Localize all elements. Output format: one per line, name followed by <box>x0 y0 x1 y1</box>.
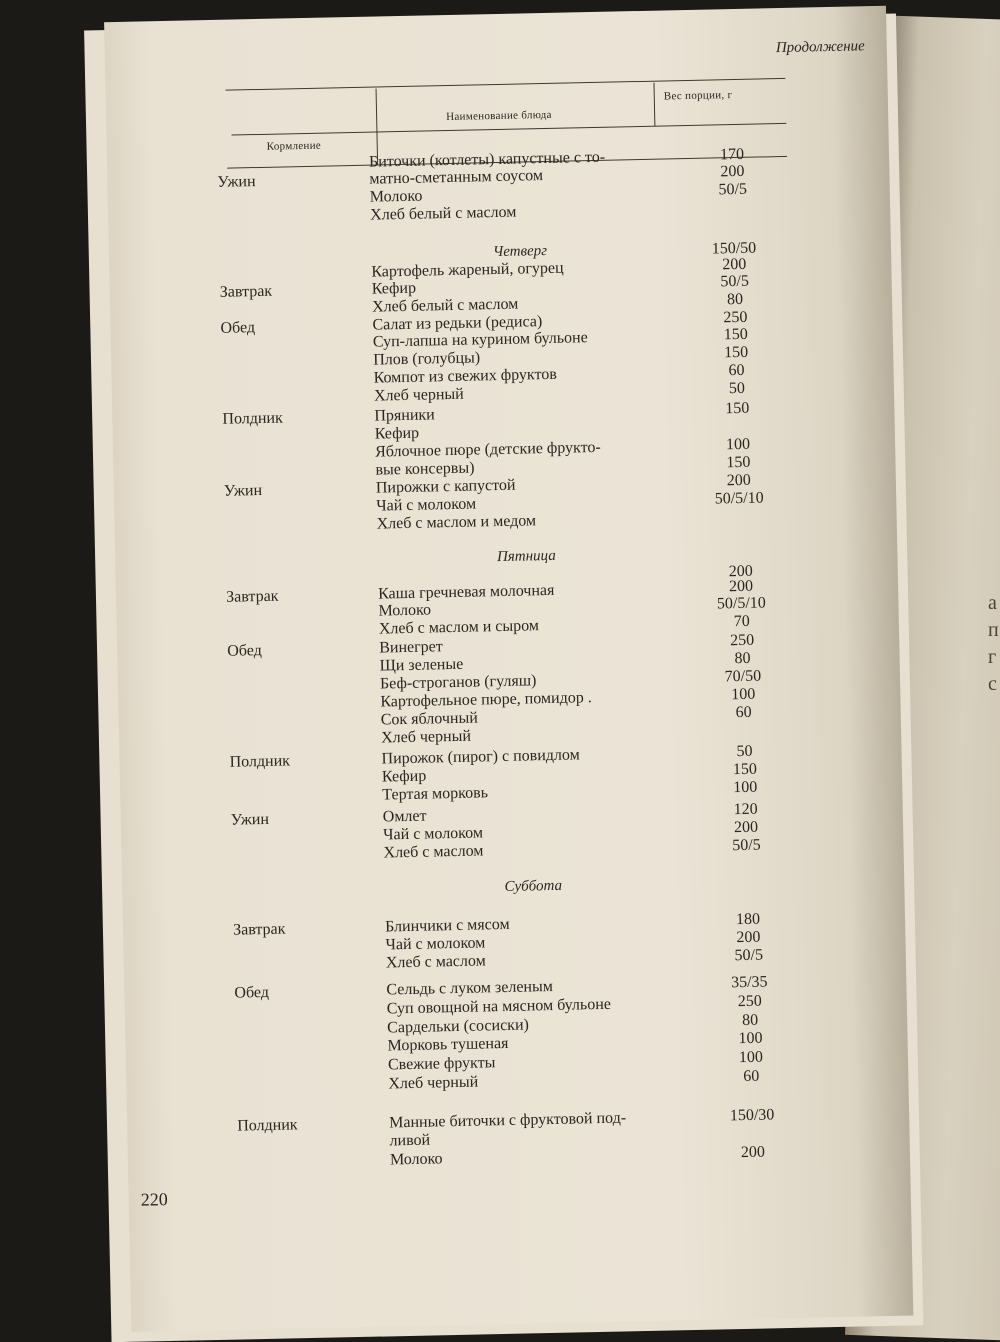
weight-cell: 50/5/10 <box>714 489 764 508</box>
dish-cell: Картофельное пюре, помидор . <box>380 689 592 711</box>
dish-cell: Биточки (котлеты) капустные с то- <box>368 148 606 171</box>
dish-cell: Чай с молоком <box>376 495 477 515</box>
page-number: 220 <box>140 1189 168 1210</box>
header-dish: Наименование блюда <box>446 108 552 124</box>
dish-cell: Хлеб черный <box>388 1073 479 1093</box>
dish-cell: Беф-строганов (гуляш) <box>379 672 537 693</box>
facing-letter: п <box>988 619 999 641</box>
meal-cell: Завтрак <box>219 282 273 301</box>
weight-cell: 150 <box>725 399 750 418</box>
dish-cell: Яблочное пюре (детские фрукто- <box>374 438 601 461</box>
weight-cell: 200 <box>728 577 754 596</box>
weight-cell: 150 <box>723 325 748 344</box>
weight-cell: 250 <box>729 631 755 650</box>
dish-cell: Морковь тушеная <box>387 1034 509 1055</box>
weight-cell: 50 <box>736 742 753 761</box>
weight-cell: 250 <box>723 308 748 327</box>
dish-cell: Винегрет <box>379 638 443 657</box>
dish-cell: Хлеб с маслом и медом <box>376 512 537 533</box>
day-heading-friday: Пятница <box>496 547 556 566</box>
dish-cell: Хлеб с маслом <box>385 952 486 972</box>
dish-cell: Хлеб черный <box>373 385 464 405</box>
dish-cell: Салат из редьки (редиса) <box>372 313 543 334</box>
dish-cell: вые консервы) <box>375 459 475 479</box>
weight-cell: 200 <box>728 562 753 581</box>
facing-page-text <box>988 590 1000 698</box>
weight-cell: 50/5 <box>732 836 761 855</box>
weight-cell: 150 <box>723 343 749 362</box>
dish-cell: Манные биточки с фруктовой под- <box>389 1109 627 1132</box>
dish-cell: Молоко <box>369 187 423 206</box>
dish-cell: Чай с молоком <box>382 824 484 844</box>
weight-cell: 200 <box>722 255 747 274</box>
weight-cell: 100 <box>738 1029 763 1048</box>
dish-cell: Блинчики с мясом <box>384 915 510 936</box>
dish-cell: Омлет <box>382 807 427 826</box>
weight-cell: 50/5 <box>720 272 750 291</box>
weight-cell: 200 <box>733 818 759 837</box>
dish-cell: Пряники <box>374 406 435 425</box>
header-weight: Вес порции, г <box>663 89 733 103</box>
dish-cell: Молоко <box>389 1150 443 1169</box>
weight-cell: 150 <box>732 760 758 779</box>
header-mid-rule <box>231 123 786 136</box>
dish-cell: Каша гречневая молочная <box>377 581 555 603</box>
meal-cell: Завтрак <box>225 587 279 606</box>
weight-cell: 200 <box>720 162 745 181</box>
dish-cell: Хлеб черный <box>380 727 472 747</box>
dish-cell: Хлеб с маслом и сыром <box>378 617 540 638</box>
dish-cell: Компот из свежих фруктов <box>373 365 558 387</box>
weight-cell: 70 <box>733 612 750 631</box>
day-heading-saturday: Суббота <box>504 877 563 895</box>
weight-cell: 80 <box>741 1011 759 1030</box>
dish-cell: Хлеб белый с маслом <box>370 203 517 224</box>
meal-cell: Ужин <box>230 810 270 829</box>
weight-cell: 60 <box>728 361 745 380</box>
day-heading-thursday: Четверг <box>492 242 548 261</box>
weight-cell: 200 <box>726 471 751 490</box>
weight-cell: 50/5/10 <box>716 594 767 613</box>
weight-cell: 180 <box>735 910 761 929</box>
meal-cell: Завтрак <box>232 920 286 939</box>
dish-cell: Свежие фрукты <box>387 1054 496 1074</box>
dish-cell: Плов (голубцы) <box>373 349 481 369</box>
weight-cell: 50/5 <box>734 946 764 965</box>
weight-cell: 70/50 <box>724 667 762 686</box>
meal-cell: Обед <box>220 319 256 337</box>
dish-cell: Хлеб с маслом <box>383 842 484 862</box>
book-page <box>104 6 913 1332</box>
weight-cell: 100 <box>731 685 756 704</box>
weight-cell: 150/50 <box>711 239 757 258</box>
weight-cell: 200 <box>740 1143 766 1162</box>
meal-cell: Полдник <box>237 1116 298 1135</box>
weight-cell: 150/30 <box>729 1106 775 1125</box>
dish-cell: Щи зеленые <box>379 655 464 675</box>
dish-cell: Хлеб белый с маслом <box>371 295 519 316</box>
dish-cell: Чай с молоком <box>385 934 486 954</box>
facing-letter: а <box>988 592 997 614</box>
meal-cell: Обед <box>227 642 262 660</box>
weight-cell: 100 <box>725 435 751 454</box>
dish-cell: Пирожки с капустой <box>375 476 516 497</box>
weight-cell: 100 <box>733 778 758 797</box>
dish-cell: Кефир <box>371 279 417 298</box>
dish-cell: Молоко <box>378 601 432 620</box>
meal-cell: Полдник <box>229 752 291 771</box>
weight-cell: 250 <box>737 992 762 1011</box>
facing-letter: г <box>988 646 997 668</box>
dish-cell: Пирожок (пирог) с повидлом <box>381 746 580 768</box>
weight-cell: 80 <box>734 649 751 668</box>
continuation-label: Продолжение <box>775 38 865 57</box>
dish-cell: Тертая морковь <box>382 784 489 804</box>
weight-cell: 50/5 <box>718 180 748 199</box>
weight-cell: 80 <box>726 290 744 309</box>
weight-cell: 60 <box>743 1067 760 1086</box>
weight-cell: 150 <box>726 453 751 472</box>
dish-cell: Сардельки (сосиски) <box>387 1016 530 1037</box>
meal-cell: Полдник <box>222 409 283 428</box>
weight-cell: 170 <box>719 145 745 164</box>
header-feeding: Кормление <box>266 139 322 153</box>
dish-cell: Сок яблочный <box>380 709 478 729</box>
dish-cell: Суп-лапша на курином бульоне <box>372 329 588 351</box>
weight-cell: 60 <box>735 703 752 722</box>
meal-cell: Ужин <box>223 481 263 500</box>
weight-cell: 50 <box>728 379 746 398</box>
dish-cell: Кефир <box>374 424 420 443</box>
dish-cell: Кефир <box>381 767 427 786</box>
meal-cell: Обед <box>234 983 270 1002</box>
dish-cell: ливой <box>389 1131 431 1150</box>
facing-letter: с <box>988 673 997 695</box>
dish-cell: Сельдь с луком зеленым <box>386 978 554 999</box>
meal-cell: Ужин <box>217 173 256 191</box>
weight-cell: 100 <box>738 1048 764 1067</box>
dish-cell: Картофель жареный, огурец <box>371 259 564 281</box>
header-divider-2 <box>653 83 655 127</box>
weight-cell: 200 <box>736 928 761 947</box>
weight-cell: 120 <box>733 800 758 819</box>
weight-cell: 35/35 <box>730 973 768 992</box>
dish-cell: Суп овощной на мясном бульоне <box>386 995 612 1018</box>
dish-cell: матно-сметанным соусом <box>369 167 544 188</box>
